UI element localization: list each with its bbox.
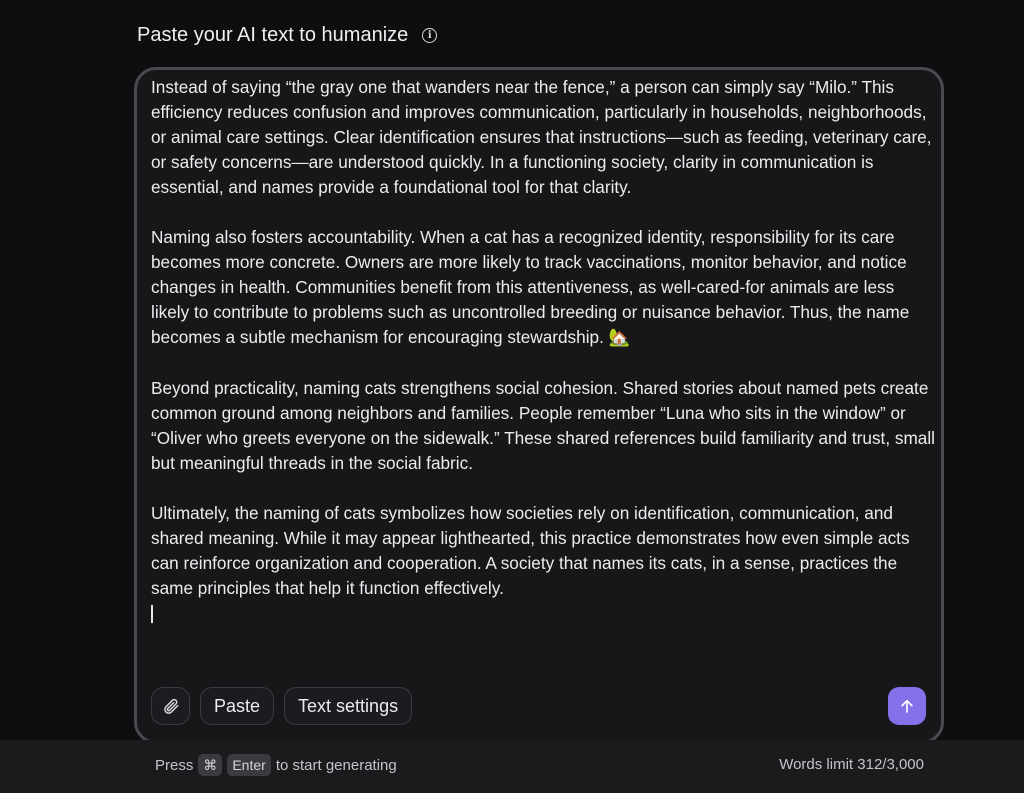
paperclip-icon [162, 697, 180, 715]
send-button[interactable] [888, 687, 926, 725]
editor-paragraph: Instead of saying “the gray one that wanders near the fence,” a person can simply say “Milo.” This efficiency reduces confusion and improves communication, particularly in households, neighborhoods, or animal care settings. Clear identification ensures that instructions—such as feeding, veterinary care, or safety concerns—are understood quickly. In a functioning society, clarity in communication is essential, and names provide a foundational tool for that clarity. [151, 77, 932, 198]
shortcut-hint [155, 754, 397, 776]
editor-paragraph: Beyond practicality, naming cats strengthens social cohesion. Shared stories about named pets create common ground among neighbors and families. People remember “Luna who sits in the window” or “Oliver who greets everyone on the sidewalk.” These shared references build familiarity and trust, small but meaningful threads in the social fabric. [151, 377, 935, 473]
page-heading [137, 20, 437, 50]
hint-rest-text: to start generating [275, 756, 397, 774]
editor-paragraph: Naming also fosters accountability. When a cat has a recognized identity, responsibility for its care becomes more concrete. Owners are more likely to track vaccinations, monitor behavior, and notice changes in health. Communities benefit from this attentiveness, as well-cared-for animals are less likely to contribute to problems such as uncontrolled breeding or nuisance behavior. Thus, the name becomes a subtle mechanism for encouraging stewardship. 🏡 [151, 227, 910, 348]
editor-toolbar [151, 687, 412, 725]
command-key-badge: ⌘ [198, 754, 222, 776]
words-limit-counter: Words limit 312/3,000 [779, 756, 924, 773]
paste-button[interactable]: Paste [200, 687, 274, 725]
text-settings-button[interactable]: Text settings [284, 687, 412, 725]
editor-paragraph: Ultimately, the naming of cats symbolizes how societies rely on identification, communication, and shared meaning. While it may appear lighthearted, this practice demonstrates how even simple acts can reinforce organization and cooperation. A society that names its cats, in a sense, practices the same principles that help it function effectively. [151, 502, 910, 598]
arrow-up-icon [898, 697, 916, 715]
hint-press-text: Press [155, 756, 194, 774]
attach-button[interactable] [151, 687, 190, 725]
page-title: Paste your AI text to humanize [137, 23, 409, 46]
text-caret [151, 605, 153, 623]
info-icon[interactable]: i [422, 28, 437, 43]
text-editor-panel [134, 67, 944, 744]
enter-key-badge: Enter [227, 754, 270, 776]
text-input-area[interactable] [151, 75, 935, 675]
footer-bar [0, 740, 1024, 793]
